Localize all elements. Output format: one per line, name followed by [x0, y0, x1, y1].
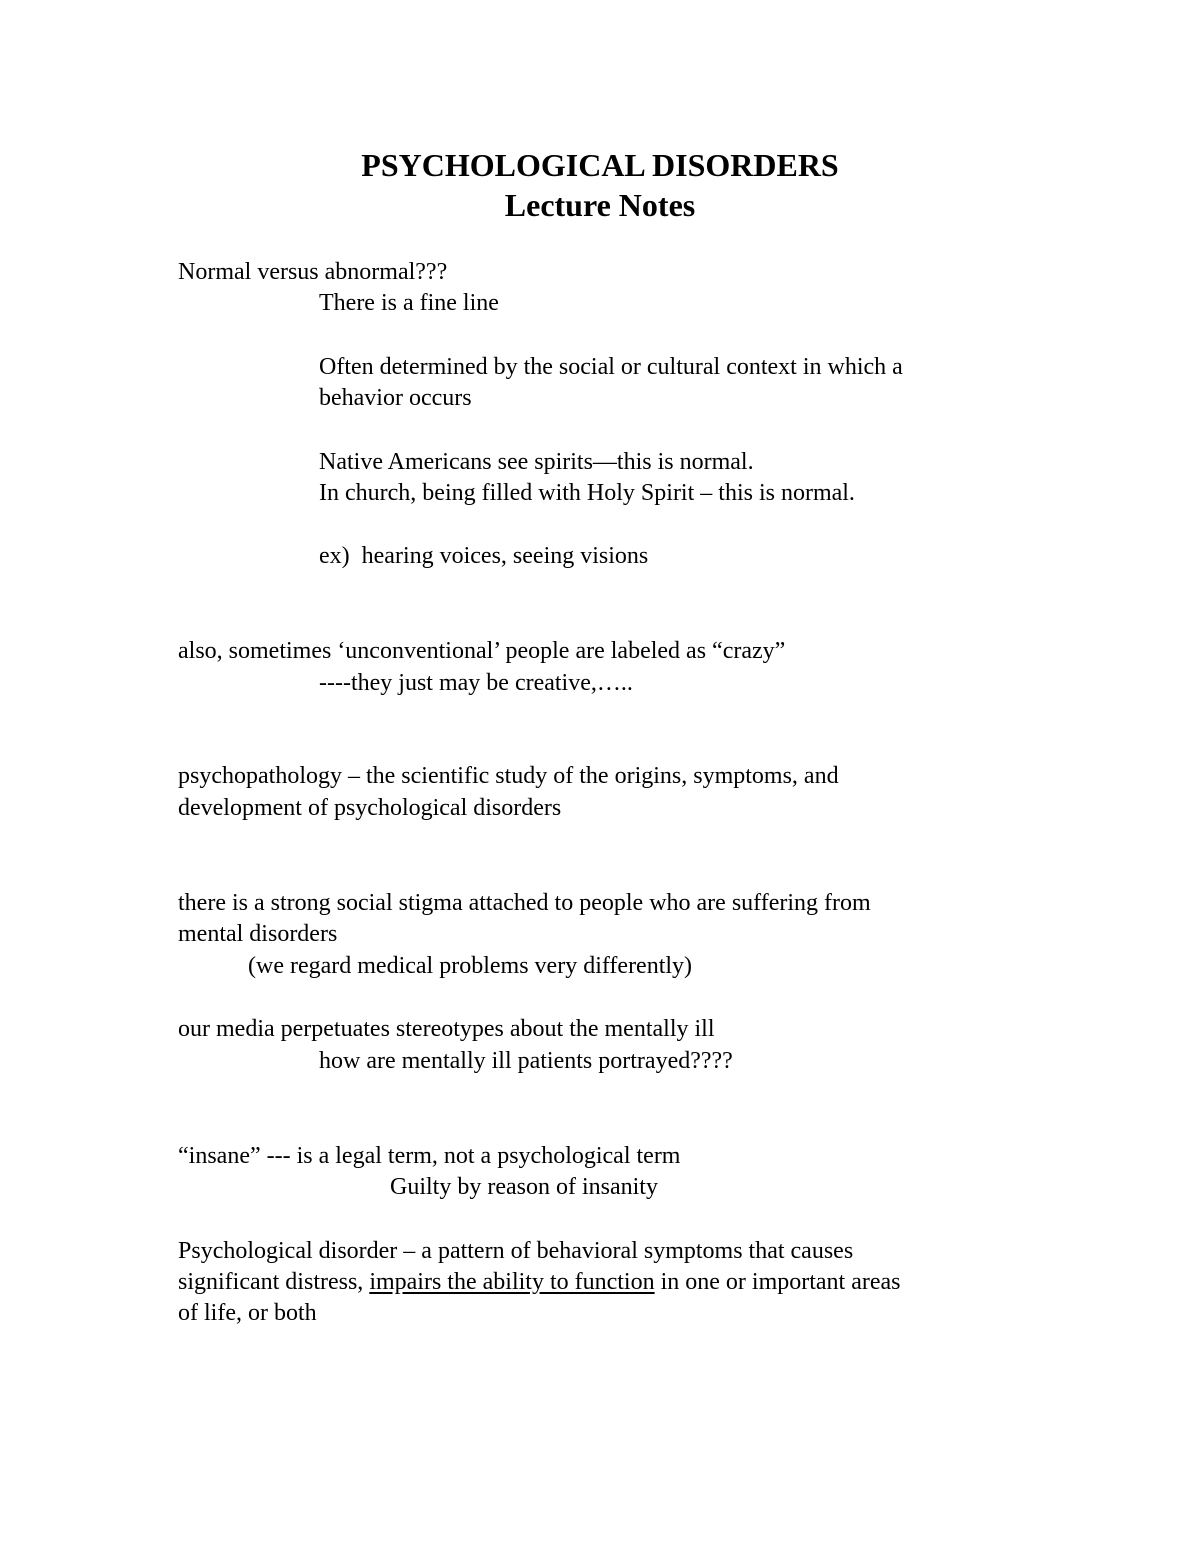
line-disorder-2-pre: significant distress,	[178, 1269, 370, 1295]
line-medical-problems: (we regard medical problems very differently)	[248, 953, 693, 979]
line-context-2: behavior occurs	[319, 385, 472, 411]
line-psychopathology-1: psychopathology – the scientific study of the origins, symptoms, and	[178, 763, 839, 789]
line-guilty: Guilty by reason of insanity	[390, 1174, 658, 1200]
line-creative: ----they just may be creative,…..	[319, 670, 633, 696]
line-stigma-2: mental disorders	[178, 921, 338, 947]
line-disorder-1: Psychological disorder – a pattern of behavioral symptoms that causes	[178, 1238, 854, 1264]
line-portrayed: how are mentally ill patients portrayed????	[319, 1048, 733, 1074]
line-disorder-3: of life, or both	[178, 1300, 317, 1326]
line-media: our media perpetuates stereotypes about the mentally ill	[178, 1016, 715, 1042]
line-stigma-1: there is a strong social stigma attached to people who are suffering from	[178, 890, 871, 916]
line-psychopathology-2: development of psychological disorders	[178, 795, 562, 821]
document-subtitle: Lecture Notes	[504, 187, 696, 223]
line-context-1: Often determined by the social or cultural context in which a	[319, 354, 903, 380]
line-disorder-2-post: in one or important areas	[654, 1269, 901, 1295]
line-fine-line: There is a fine line	[319, 290, 499, 316]
line-example: ex) hearing voices, seeing visions	[319, 543, 649, 569]
line-disorder-2	[178, 1267, 901, 1298]
line-native-americans: Native Americans see spirits—this is normal.	[319, 449, 754, 475]
line-church: In church, being filled with Holy Spirit – this is normal.	[319, 480, 855, 506]
line-normal-question: Normal versus abnormal???	[178, 259, 448, 285]
line-unconventional: also, sometimes ‘unconventional’ people are labeled as “crazy”	[178, 638, 786, 664]
line-insane: “insane” --- is a legal term, not a psychological term	[178, 1143, 681, 1169]
underlined-phrase: impairs the ability to function	[369, 1269, 655, 1295]
document-title: PSYCHOLOGICAL DISORDERS	[361, 147, 839, 183]
